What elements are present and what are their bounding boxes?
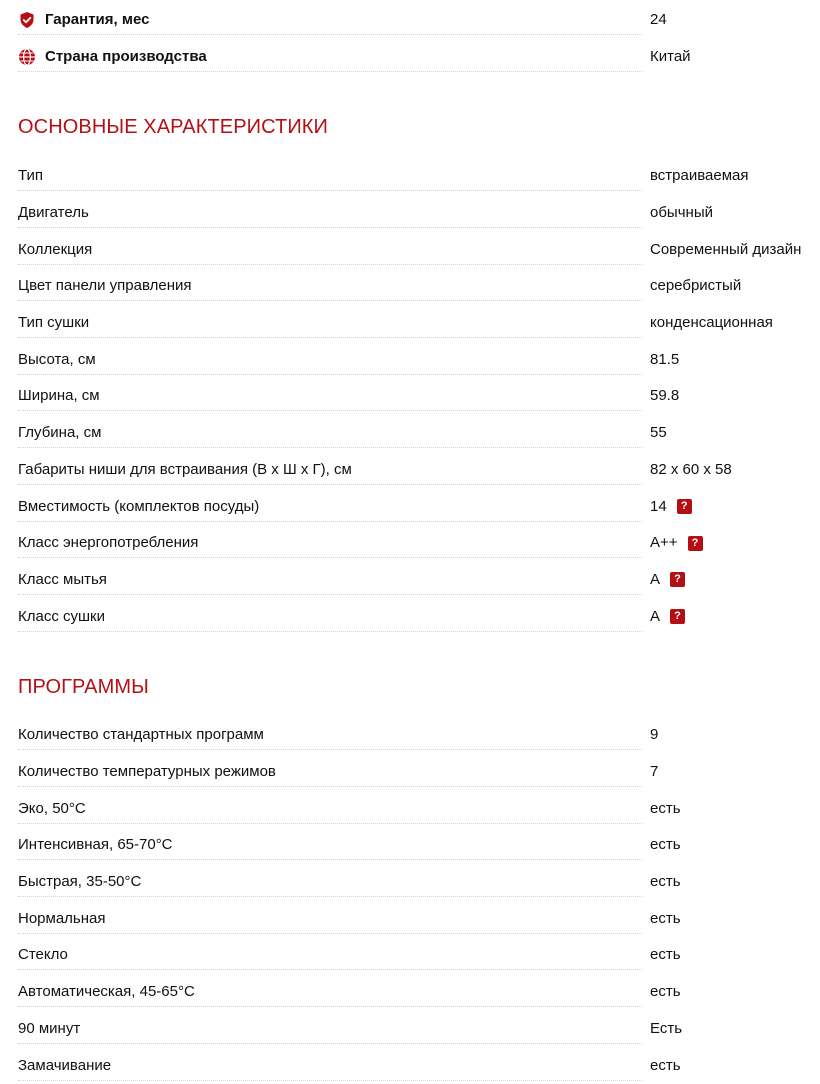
spec-value: 55 xyxy=(650,424,667,442)
spec-row xyxy=(18,415,820,452)
spec-label: 90 минут xyxy=(18,1020,88,1038)
programs-list xyxy=(18,717,820,1084)
spec-label: Гарантия, мес xyxy=(45,11,157,29)
section-title-main-specs: ОСНОВНЫЕ ХАРАКТЕРИСТИКИ xyxy=(18,116,329,138)
main-specs-list xyxy=(18,158,820,635)
spec-value: 24 xyxy=(650,11,667,29)
help-icon[interactable]: ? xyxy=(677,499,692,514)
spec-value: A xyxy=(650,570,661,588)
spec-label: Страна производства xyxy=(45,48,215,66)
spec-label: Коллекция xyxy=(18,241,100,259)
spec-value: есть xyxy=(650,799,681,817)
spec-row xyxy=(18,305,820,342)
spec-value: 59.8 xyxy=(650,387,680,405)
spec-row xyxy=(18,378,820,415)
spec-row xyxy=(18,195,820,232)
spec-row xyxy=(18,937,820,974)
spec-row xyxy=(18,488,820,525)
spec-label: Глубина, см xyxy=(18,424,109,442)
spec-label: Цвет панели управления xyxy=(18,277,199,295)
spec-value: обычный xyxy=(650,204,713,222)
spec-label: Вместимость (комплектов посуды) xyxy=(18,498,267,516)
spec-label: Класс энергопотребления xyxy=(18,534,206,552)
spec-value: Китай xyxy=(650,48,691,66)
spec-row xyxy=(18,717,820,754)
spec-value: есть xyxy=(650,909,681,927)
spec-row xyxy=(18,562,820,599)
spec-label: Класс сушки xyxy=(18,608,113,626)
spec-label: Габариты ниши для встраивания (В х Ш х Г), см xyxy=(18,461,360,479)
globe-icon xyxy=(18,48,36,66)
spec-value: конденсационная xyxy=(650,314,773,332)
spec-value: A xyxy=(650,607,661,625)
spec-row xyxy=(18,231,820,268)
spec-label: Двигатель xyxy=(18,204,97,222)
spec-value: Есть xyxy=(650,1019,683,1037)
spec-label: Тип xyxy=(18,167,51,185)
top-specs xyxy=(18,2,820,75)
spec-label: Класс мытья xyxy=(18,571,115,589)
spec-label: Автоматическая, 45-65°C xyxy=(18,983,203,1001)
spec-row xyxy=(18,900,820,937)
spec-label: Высота, см xyxy=(18,351,104,369)
spec-label: Нормальная xyxy=(18,910,114,928)
spec-value: есть xyxy=(650,983,681,1001)
spec-row xyxy=(18,974,820,1011)
spec-value: 81.5 xyxy=(650,350,680,368)
spec-row xyxy=(18,598,820,635)
spec-value: есть xyxy=(650,1056,681,1074)
shield-check-icon xyxy=(18,11,36,29)
spec-value: 9 xyxy=(650,726,659,744)
spec-value: есть xyxy=(650,946,681,964)
section-title-programs: ПРОГРАММЫ xyxy=(18,676,149,698)
spec-row-country xyxy=(18,39,820,76)
spec-row xyxy=(18,864,820,901)
spec-label: Стекло xyxy=(18,946,76,964)
spec-value: есть xyxy=(650,873,681,891)
spec-row xyxy=(18,525,820,562)
spec-row xyxy=(18,1047,820,1084)
spec-value: есть xyxy=(650,836,681,854)
spec-value: Современный дизайн xyxy=(650,240,802,258)
spec-label: Тип сушки xyxy=(18,314,97,332)
spec-value: 14 xyxy=(650,497,667,515)
spec-row xyxy=(18,268,820,305)
spec-value: встраиваемая xyxy=(650,167,749,185)
spec-row xyxy=(18,790,820,827)
help-icon[interactable]: ? xyxy=(688,536,703,551)
spec-label: Количество температурных режимов xyxy=(18,763,284,781)
spec-value: 7 xyxy=(650,763,659,781)
spec-label: Эко, 50°C xyxy=(18,800,94,818)
spec-value: A++ xyxy=(650,534,678,552)
spec-row xyxy=(18,754,820,791)
spec-row xyxy=(18,827,820,864)
spec-value: серебристый xyxy=(650,277,742,295)
help-icon[interactable]: ? xyxy=(670,572,685,587)
help-icon[interactable]: ? xyxy=(670,609,685,624)
spec-row xyxy=(18,1011,820,1048)
spec-row xyxy=(18,452,820,489)
spec-label: Быстрая, 35-50°C xyxy=(18,873,149,891)
spec-row xyxy=(18,158,820,195)
spec-label: Количество стандартных программ xyxy=(18,726,272,744)
spec-label: Замачивание xyxy=(18,1057,119,1075)
spec-row-warranty xyxy=(18,2,820,39)
spec-label: Ширина, см xyxy=(18,387,108,405)
spec-row xyxy=(18,341,820,378)
spec-label: Интенсивная, 65-70°C xyxy=(18,836,181,854)
spec-value: 82 x 60 x 58 xyxy=(650,460,732,478)
